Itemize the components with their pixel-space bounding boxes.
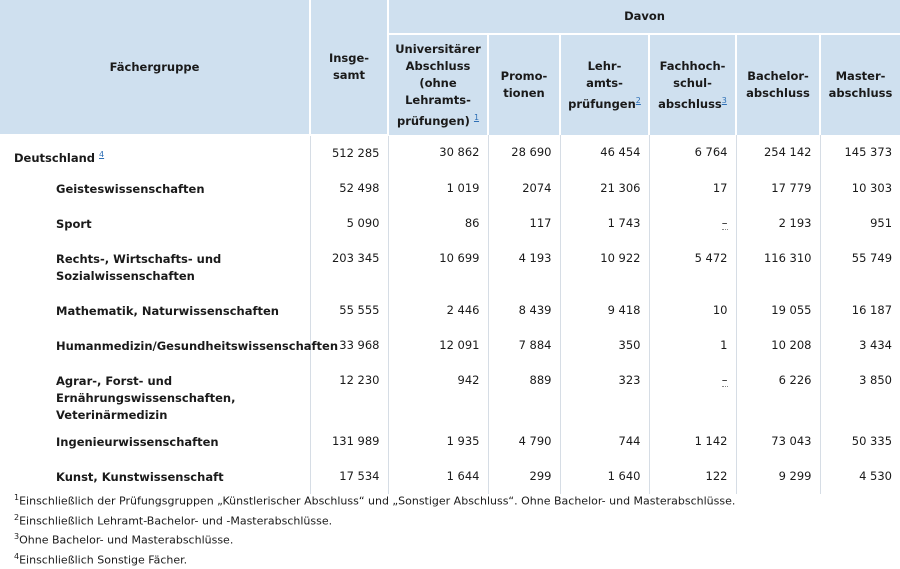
table-cell: 1 019 [388, 171, 488, 206]
table-cell: 744 [560, 424, 649, 459]
header-col-promotionen: Promo- tionen [488, 34, 560, 135]
table-cell: 55 555 [310, 293, 388, 328]
table-cell: 4 193 [488, 241, 560, 293]
table-cell: 16 187 [820, 293, 900, 328]
table-cell: 942 [388, 363, 488, 424]
table-cell: 50 335 [820, 424, 900, 459]
table-row [0, 424, 900, 459]
table-cell: 52 498 [310, 171, 388, 206]
table-cell: 1 [649, 328, 736, 363]
table-row [0, 206, 900, 241]
table-cell: 3 434 [820, 328, 900, 363]
table-cell: 10 208 [736, 328, 820, 363]
table-row [0, 328, 900, 363]
table-cell: 5 090 [310, 206, 388, 241]
table-cell: 203 345 [310, 241, 388, 293]
table-cell: 122 [649, 459, 736, 494]
table-row [0, 459, 900, 494]
table-cell: 10 [649, 293, 736, 328]
table-cell: 1 935 [388, 424, 488, 459]
footnote-link-2[interactable]: 2 [635, 95, 641, 105]
table-row [0, 241, 900, 293]
table-cell: 33 968 [310, 328, 388, 363]
table-row [0, 135, 900, 171]
table-cell: 28 690 [488, 135, 560, 171]
table-cell: 116 310 [736, 241, 820, 293]
table-cell: 10 303 [820, 171, 900, 206]
row-label: Sport [56, 217, 92, 231]
table-row [0, 293, 900, 328]
row-label: Agrar-, Forst- und Ernährungswissenschaften, Veterinärmedizin [56, 374, 236, 422]
table-cell: 9 418 [560, 293, 649, 328]
table-cell: 8 439 [488, 293, 560, 328]
table-cell: 9 299 [736, 459, 820, 494]
table-cell: 86 [388, 206, 488, 241]
footnote-1: $^1$Einschließlich der Prüfungsgruppen „Künstlerischer Abschluss“ und „Sonstiger Abschluss“. Ohne Bachelor- und Masterabschlüsse. [14, 493, 736, 508]
header-faechergruppe: Fächergruppe [0, 0, 310, 135]
row-label: Mathematik, Naturwissenschaften [56, 304, 279, 318]
table-cell: 12 091 [388, 328, 488, 363]
footnote-link-4[interactable]: 4 [99, 150, 105, 159]
table-cell: 5 472 [649, 241, 736, 293]
table-cell: 2 193 [736, 206, 820, 241]
footnote-2: $^2$Einschließlich Lehramt-Bachelor- und -Masterabschlüsse. [14, 512, 333, 528]
table-cell: 6 226 [736, 363, 820, 424]
table-cell: 10 922 [560, 241, 649, 293]
header-davon: Davon [388, 0, 900, 34]
table-cell: 951 [820, 206, 900, 241]
header-col-fachhochschul: Fachhoch- schul- abschluss$^3$ [649, 34, 736, 135]
table-cell: – [649, 206, 736, 241]
table-cell: 2 446 [388, 293, 488, 328]
header-col-lehramt: Lehr- amts- prüfungen$^2$ [560, 34, 649, 135]
table-cell: 21 306 [560, 171, 649, 206]
table-cell: 3 850 [820, 363, 900, 424]
footnote-3: $^3$Ohne Bachelor- und Masterabschlüsse. [14, 532, 234, 547]
table-cell: 145 373 [820, 135, 900, 171]
footnotes [14, 490, 735, 569]
header-col-universitaer: Universitärer Abschluss (ohne Lehramts-prüfungen) $^1$ [388, 34, 488, 135]
table-cell: 4 530 [820, 459, 900, 494]
row-label: Geisteswissenschaften [56, 182, 205, 196]
table-cell: 512 285 [310, 135, 388, 171]
row-label: Humanmedizin/Gesundheitswissenschaften [56, 339, 339, 353]
table-cell: 1 743 [560, 206, 649, 241]
table-cell: 17 534 [310, 459, 388, 494]
table-cell: 73 043 [736, 424, 820, 459]
table-cell: 1 142 [649, 424, 736, 459]
footnote-link-3[interactable]: 3 [721, 95, 727, 105]
table-cell: 323 [560, 363, 649, 424]
table-cell: 889 [488, 363, 560, 424]
table-cell: 6 764 [649, 135, 736, 171]
footnote-4: $^4$Einschließlich Sonstige Fächer. [14, 551, 188, 567]
table-cell: 46 454 [560, 135, 649, 171]
table-cell: 117 [488, 206, 560, 241]
table-cell: 17 779 [736, 171, 820, 206]
footnote-link-1[interactable]: 1 [473, 112, 480, 122]
row-label: Deutschland $^4$ [14, 150, 105, 165]
table-row [0, 363, 900, 424]
table-cell: 55 749 [820, 241, 900, 293]
row-label: Rechts-, Wirtschafts- und Sozialwissenschaften [56, 252, 222, 283]
row-label: Ingenieurwissenschaften [56, 435, 219, 449]
table-cell: 4 790 [488, 424, 560, 459]
row-label: Kunst, Kunstwissenschaft [56, 470, 224, 484]
table-cell: 254 142 [736, 135, 820, 171]
table-cell: 10 699 [388, 241, 488, 293]
table-cell: 30 862 [388, 135, 488, 171]
header-col-master: Master- abschluss [820, 34, 900, 135]
table-cell: 131 989 [310, 424, 388, 459]
table-cell: 19 055 [736, 293, 820, 328]
table-cell: 17 [649, 171, 736, 206]
table-cell: 299 [488, 459, 560, 494]
table-row [0, 171, 900, 206]
table-cell: 1 640 [560, 459, 649, 494]
table-cell: 7 884 [488, 328, 560, 363]
header-col-bachelor: Bachelor- abschluss [736, 34, 820, 135]
table-cell: 1 644 [388, 459, 488, 494]
table-cell: 2074 [488, 171, 560, 206]
table-cell: 12 230 [310, 363, 388, 424]
header-insgesamt: Insge- samt [310, 0, 388, 135]
table-cell: – [649, 363, 736, 424]
table-cell: 350 [560, 328, 649, 363]
